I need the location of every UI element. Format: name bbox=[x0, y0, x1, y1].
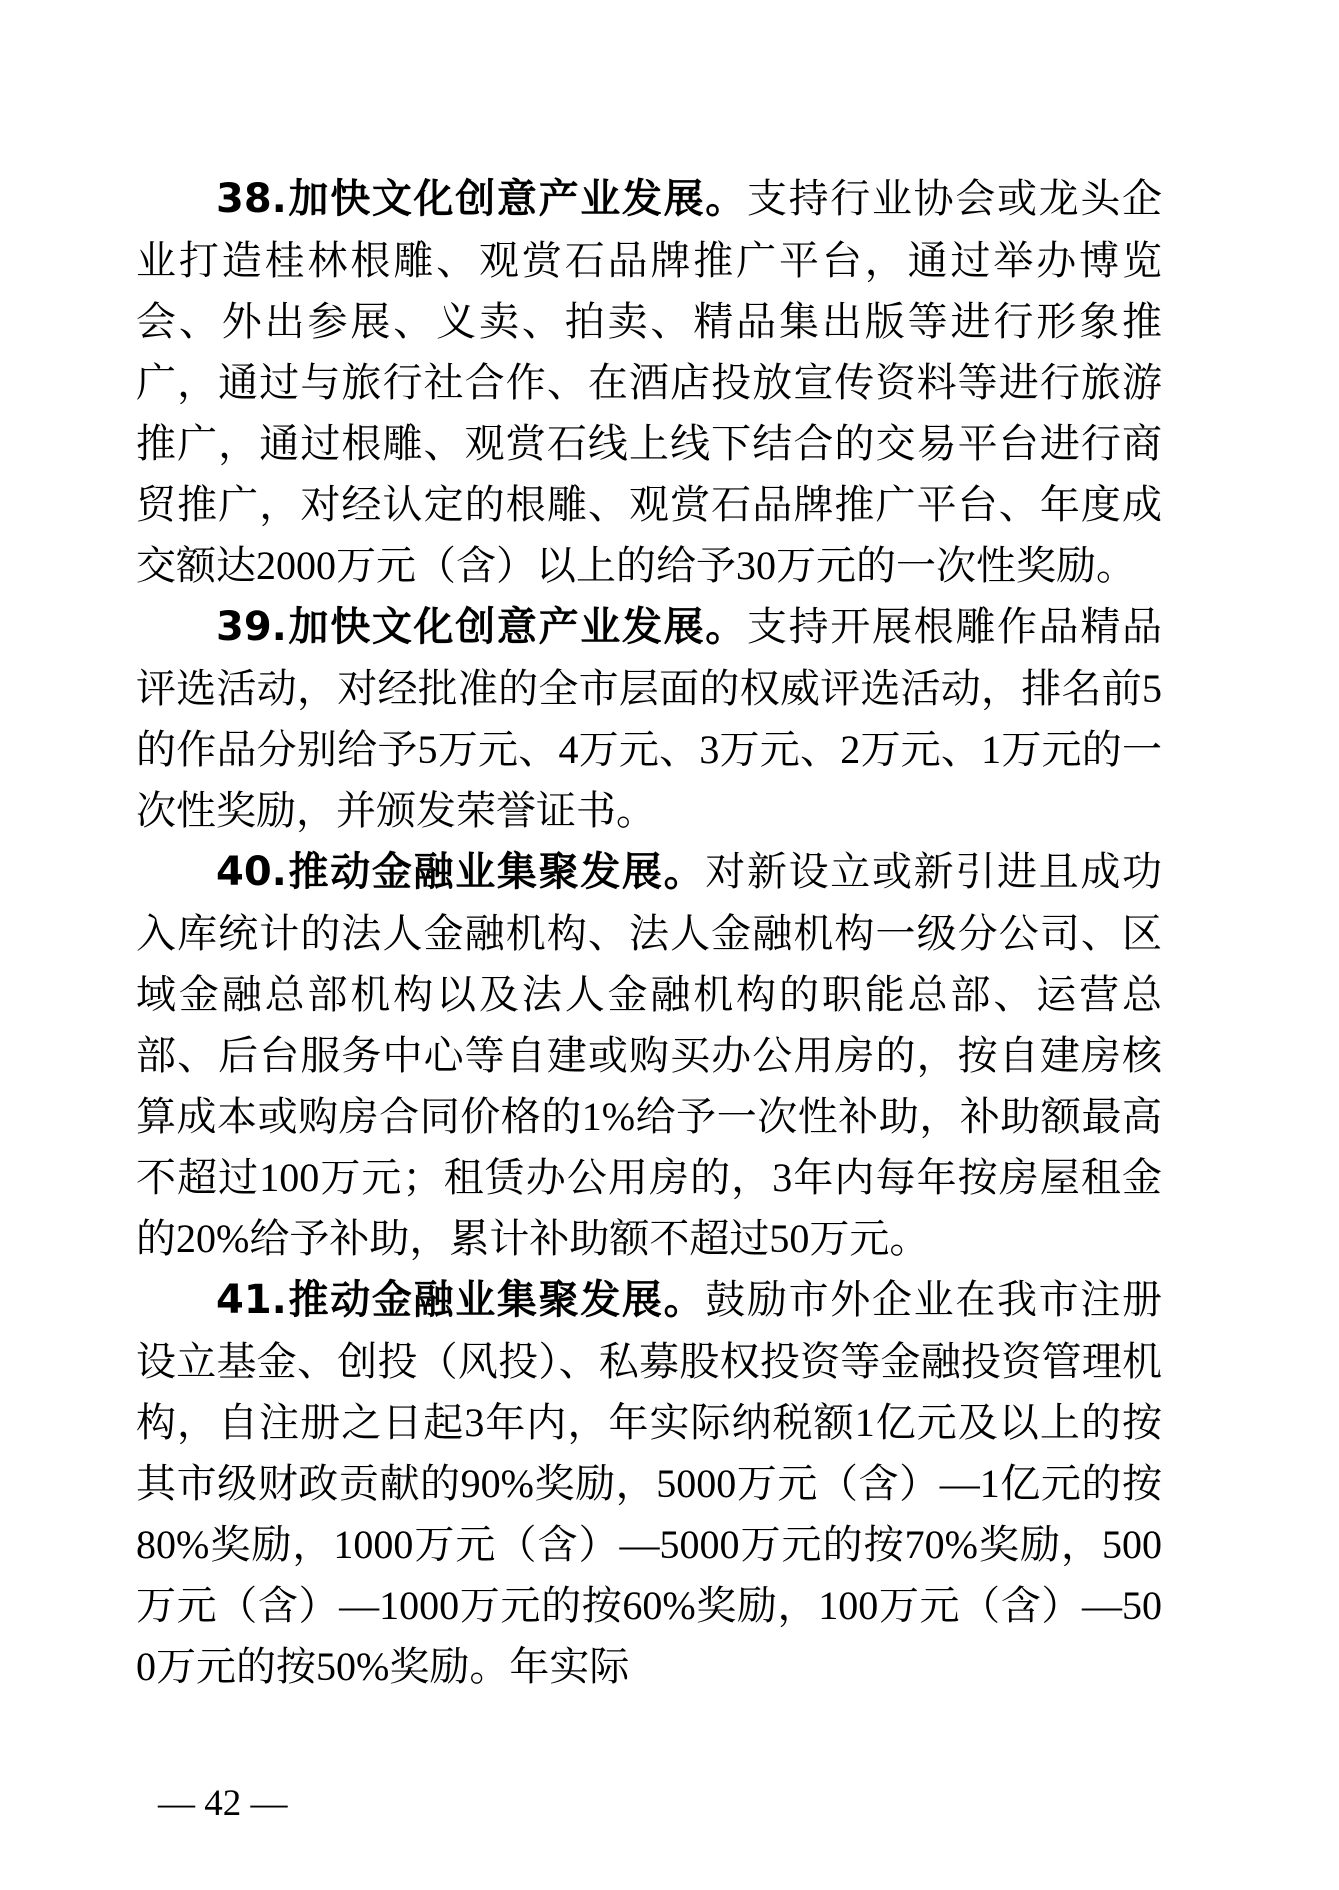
page-number: — 42 — bbox=[158, 1783, 288, 1824]
paragraph-40 bbox=[136, 841, 1162, 1269]
paragraph-41-heading: 推动金融业集聚发展。 bbox=[286, 1277, 706, 1323]
paragraph-41-text: 鼓励市外企业在我市注册设立基金、创投（风投）、私募股权投资等金融投资管理机构，自注册之日起3年内，年实际纳税额1亿元及以上的按其市级财政贡献的90%奖励，5000万元（含）—1亿元的按80%奖励，1000万元（含）—5000万元的按70%奖励，500万元（含）—1000万元的按60%奖励，100万元（含）—500万元的按50%奖励。年实际 bbox=[136, 1277, 1163, 1689]
paragraph-41-number: 41. bbox=[216, 1277, 287, 1323]
paragraph-39 bbox=[136, 596, 1162, 841]
paragraph-40-heading: 推动金融业集聚发展。 bbox=[286, 849, 706, 895]
paragraph-38 bbox=[136, 168, 1162, 596]
paragraph-39-text: 支持开展根雕作品精品评选活动，对经批准的全市层面的权威评选活动，排名前5的作品分别给予5万元、4万元、3万元、2万元、1万元的一次性奖励，并颁发荣誉证书。 bbox=[136, 604, 1163, 833]
paragraph-40-number: 40. bbox=[216, 849, 287, 895]
paragraph-39-number: 39. bbox=[216, 604, 287, 650]
paragraph-38-text: 支持行业协会或龙头企业打造桂林根雕、观赏石品牌推广平台，通过举办博览会、外出参展、义卖、拍卖、精品集出版等进行形象推广，通过与旅行社合作、在酒店投放宣传资料等进行旅游推广，通过根雕、观赏石线上线下结合的交易平台进行商贸推广，对经认定的根雕、观赏石品牌推广平台、年度成交额达2000万元（含）以上的给予30万元的一次性奖励。 bbox=[136, 176, 1163, 588]
page-footer bbox=[158, 1785, 288, 1822]
paragraph-41 bbox=[136, 1269, 1162, 1697]
paragraph-39-heading: 加快文化创意产业发展。 bbox=[286, 604, 747, 650]
paragraph-38-number: 38. bbox=[216, 176, 287, 222]
paragraph-40-text: 对新设立或新引进且成功入库统计的法人金融机构、法人金融机构一级分公司、区域金融总部机构以及法人金融机构的职能总部、运营总部、后台服务中心等自建或购买办公用房的，按自建房核算成本或购房合同价格的1%给予一次性补助，补助额最高不超过100万元；租赁办公用房的，3年内每年按房屋租金的20%给予补助，累计补助额不超过50万元。 bbox=[136, 849, 1163, 1261]
paragraph-38-heading: 加快文化创意产业发展。 bbox=[286, 176, 747, 222]
document-body bbox=[136, 168, 1162, 1697]
